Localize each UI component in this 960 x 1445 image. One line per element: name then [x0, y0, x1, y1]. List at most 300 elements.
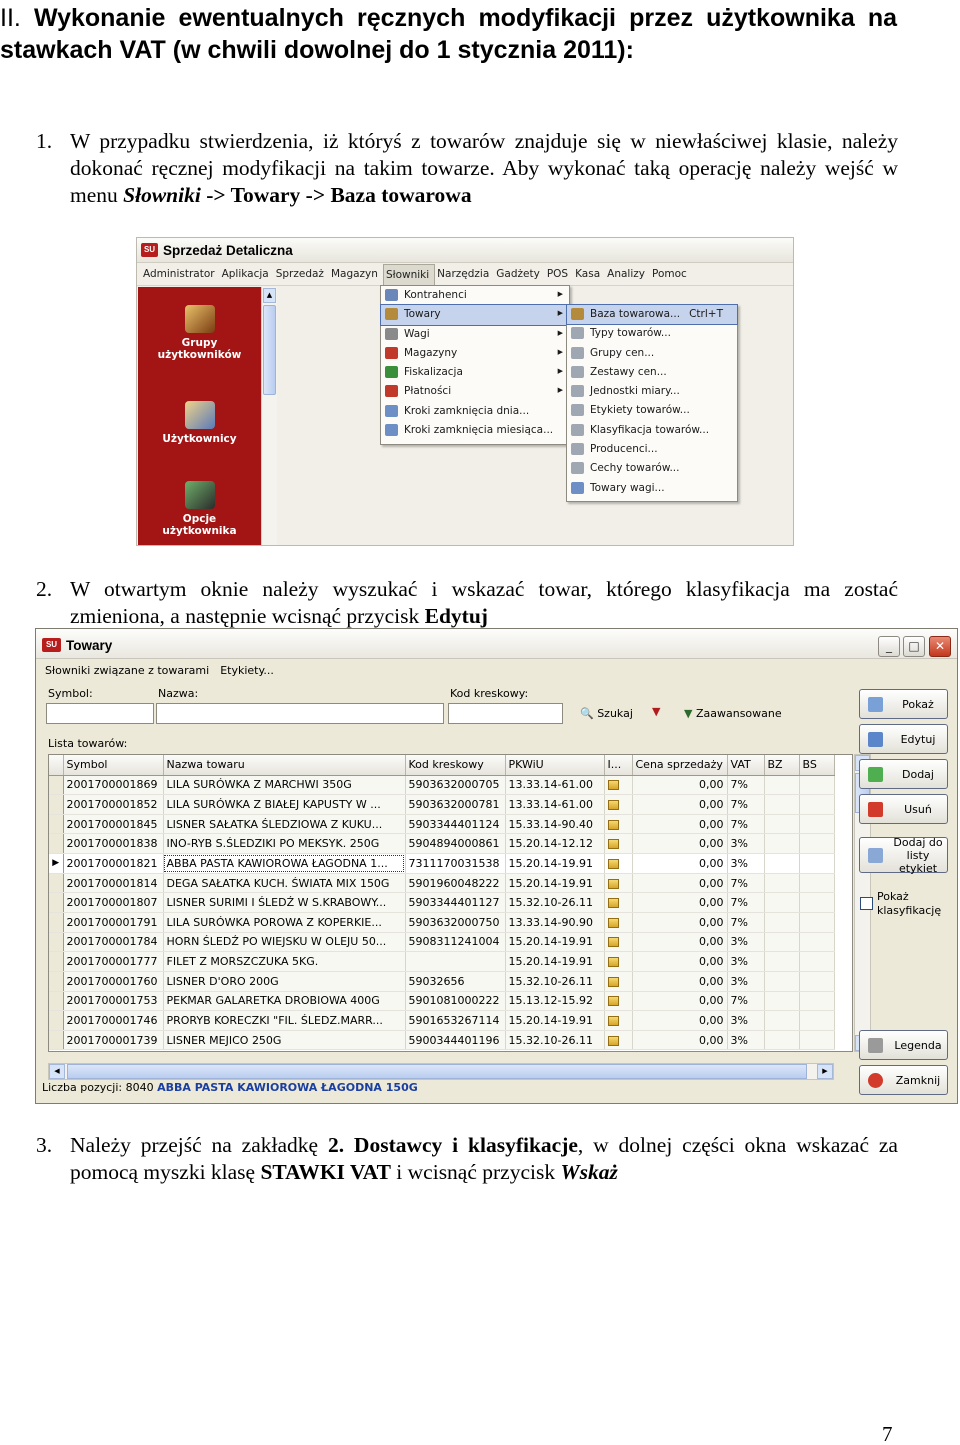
products-table [48, 754, 853, 1052]
column-header[interactable]: Nazwa towaru [163, 755, 405, 775]
table-cell [604, 775, 632, 795]
zamknij-button[interactable] [859, 1065, 948, 1095]
table-cell: 0,00 [632, 814, 727, 834]
table-cell: 0,00 [632, 1030, 727, 1050]
table-cell: HORN ŚLEDŹ PO WIEJSKU W OLEJU 50... [163, 932, 405, 952]
table-cell: 2001700001753 [63, 991, 163, 1011]
table-cell [764, 814, 799, 834]
menu-10[interactable]: Pomoc [651, 268, 687, 280]
sidebar-label: użytkowników [157, 349, 242, 361]
table-cell: 15.20.14-19.91 [505, 952, 604, 972]
row-indicator-header [49, 755, 63, 775]
menu-item-icon [385, 289, 398, 301]
menu-item-icon [385, 424, 398, 436]
menu-6[interactable]: Gadżety [496, 268, 540, 280]
table-cell: LILA SURÓWKA Z MARCHWI 350G [163, 775, 405, 795]
table-cell: 3% [727, 952, 764, 972]
table-cell: 15.20.14-19.91 [505, 932, 604, 952]
product-box-icon [608, 1016, 619, 1026]
table-row[interactable] [49, 795, 834, 815]
menu-7[interactable]: POS [546, 268, 569, 280]
table-cell: INO-RYB S.ŚLEDZIKI PO MEKSYK. 250G [163, 834, 405, 854]
search-button[interactable] [580, 707, 633, 720]
submenu-item-label: Etykiety towarów... [590, 404, 690, 417]
table-row[interactable] [49, 952, 834, 972]
table-cell [799, 991, 834, 1011]
menu-2[interactable]: Sprzedaż [275, 268, 324, 280]
submenu-item-icon [571, 327, 584, 339]
table-cell: 7% [727, 912, 764, 932]
label-list-icon [868, 848, 883, 863]
table-cell [799, 932, 834, 952]
table-row[interactable] [49, 1011, 834, 1031]
table-cell [764, 991, 799, 1011]
button-label: Dodaj do [893, 835, 943, 849]
menu-4[interactable]: Słowniki [383, 264, 435, 286]
step-2 [36, 576, 898, 630]
section-heading [0, 2, 897, 66]
menu-item-label: Magazyny [404, 346, 458, 359]
submenu-item[interactable] [567, 401, 737, 420]
menu-3[interactable]: Magazyn [330, 268, 378, 280]
row-indicator [49, 893, 63, 913]
table-cell: 13.33.14-61.00 [505, 795, 604, 815]
table-cell: 5901081000222 [405, 991, 505, 1011]
table-cell: 5903632000781 [405, 795, 505, 815]
table-cell: 3% [727, 1011, 764, 1031]
table-cell: 7% [727, 795, 764, 815]
table-cell: 0,00 [632, 795, 727, 815]
table-cell [799, 971, 834, 991]
menu-0[interactable]: Administrator [143, 268, 215, 280]
advanced-label: Zaawansowane [695, 707, 782, 720]
table-cell: 3% [727, 1030, 764, 1050]
search-label: Szukaj [597, 707, 633, 720]
row-indicator: ▶ [49, 854, 63, 874]
user-options-icon [185, 481, 215, 509]
step-text: Należy przejść na zakładkę [70, 1133, 328, 1157]
users-icon [185, 401, 215, 429]
legend-icon [868, 1038, 883, 1053]
table-cell: DEGA SAŁATKA KUCH. ŚWIATA MIX 150G [163, 873, 405, 893]
table-cell: 0,00 [632, 912, 727, 932]
table-cell [764, 912, 799, 932]
table-cell [799, 775, 834, 795]
usun-button[interactable] [859, 794, 948, 824]
column-header[interactable]: PKWiU [505, 755, 604, 775]
table-cell: 13.33.14-61.00 [505, 775, 604, 795]
menu-item[interactable] [381, 286, 569, 305]
class-ref: STAWKI VAT [260, 1160, 391, 1184]
table-cell [764, 854, 799, 874]
submenu-item[interactable] [567, 382, 737, 401]
table-cell: 15.20.14-19.91 [505, 1011, 604, 1031]
table-cell [799, 893, 834, 913]
menu-item[interactable] [381, 344, 569, 363]
table-cell [764, 775, 799, 795]
search-icon: 🔍 [580, 707, 594, 720]
table-cell: 0,00 [632, 873, 727, 893]
table-cell [799, 795, 834, 815]
menu-item[interactable] [381, 402, 569, 421]
table-cell: 15.20.14-19.91 [505, 854, 604, 874]
table-row[interactable] [49, 873, 834, 893]
menu-item-label: Płatności [404, 385, 452, 398]
shortcut-label: Ctrl+T [689, 308, 723, 320]
menu-5[interactable]: Narzędzia [437, 268, 490, 280]
checkbox-label-line: klasyfikację [877, 904, 942, 917]
step-number: 3. [36, 1133, 53, 1157]
table-hscrollbar[interactable] [48, 1063, 834, 1080]
symbol-input[interactable] [46, 703, 154, 724]
row-indicator [49, 814, 63, 834]
symbol-label: Symbol: [48, 687, 93, 700]
submenu-arrow-icon: ▶ [557, 309, 563, 318]
scroll-left-icon[interactable]: ◀ [49, 1064, 65, 1079]
table-cell: 7% [727, 873, 764, 893]
submenu-item-label: Grupy cen... [590, 346, 655, 359]
table-cell: 0,00 [632, 952, 727, 972]
section-number: II. [0, 4, 21, 32]
table-cell: 59032656 [405, 971, 505, 991]
advanced-search-button[interactable] [684, 707, 782, 720]
scroll-thumb[interactable] [263, 305, 276, 395]
table-cell: 2001700001845 [63, 814, 163, 834]
scroll-right-icon[interactable]: ▶ [817, 1064, 833, 1079]
add-icon [868, 767, 883, 782]
table-cell [799, 873, 834, 893]
menu-item-icon [385, 385, 398, 397]
table-cell: 15.32.10-26.11 [505, 1030, 604, 1050]
table-cell: LISNER D'ORO 200G [163, 971, 405, 991]
table-cell: 0,00 [632, 775, 727, 795]
table-cell: 2001700001739 [63, 1030, 163, 1050]
scroll-thumb[interactable] [67, 1064, 807, 1079]
submenu-arrow-icon: ▶ [557, 386, 563, 395]
submenu-arrow-icon: ▶ [557, 290, 563, 298]
table-cell: LISNER MEJICO 250G [163, 1030, 405, 1050]
table-cell: LISNER SURIMI I ŚLEDŹ W S.KRABOWY... [163, 893, 405, 913]
button-label: listy etykiet [898, 848, 938, 875]
table-cell [799, 1011, 834, 1031]
table-cell: 2001700001838 [63, 834, 163, 854]
button-label: Usuń [904, 802, 932, 816]
maximize-button[interactable]: □ [903, 636, 925, 657]
product-box-icon [608, 898, 619, 908]
submenu-arrow-icon: ▶ [557, 328, 563, 337]
submenu-item[interactable] [567, 305, 737, 324]
menu-path-rest: -> Towary -> Baza towarowa [200, 183, 472, 207]
dodaj-button[interactable] [859, 759, 948, 789]
column-header[interactable]: VAT [727, 755, 764, 775]
table-cell: 15.13.12-15.92 [505, 991, 604, 1011]
kod-label: Kod kreskowy: [450, 687, 529, 700]
submenu-item[interactable] [567, 363, 737, 382]
table-cell: 2001700001791 [63, 912, 163, 932]
status-bar [42, 1081, 418, 1094]
app-logo-icon: SU [141, 243, 158, 257]
table-row[interactable] [49, 775, 834, 795]
checkbox-label [877, 890, 941, 918]
submenu-item[interactable] [567, 479, 737, 498]
submenu-item[interactable] [567, 324, 737, 343]
submenu-item-label: Klasyfikacja towarów... [590, 423, 710, 436]
sidebar-label: użytkownika [162, 525, 237, 537]
table-row[interactable] [49, 834, 834, 854]
button-label: Edytuj [900, 732, 936, 746]
table-cell [799, 854, 834, 874]
row-indicator [49, 775, 63, 795]
nazwa-input[interactable] [156, 703, 444, 724]
product-box-icon [608, 937, 619, 947]
table-cell: 3% [727, 834, 764, 854]
submenu-item-label: Producenci... [590, 443, 658, 456]
submenu-item-icon [571, 443, 584, 455]
table-row[interactable] [49, 893, 834, 913]
button-label: Pokaż [902, 697, 934, 711]
menu-item-label: Kroki zamknięcia dnia... [404, 404, 530, 417]
submenu-item-label: Baza towarowa... [590, 308, 681, 320]
legenda-button[interactable] [859, 1030, 948, 1060]
table-cell: LILA SURÓWKA POROWA Z KOPERKIE... [163, 912, 405, 932]
table-cell [764, 932, 799, 952]
selected-product-name: ABBA PASTA KAWIOROWA ŁAGODNA 150G [157, 1081, 418, 1094]
table-cell [604, 795, 632, 815]
table-cell: 5901653267114 [405, 1011, 505, 1031]
table-row[interactable] [49, 814, 834, 834]
sidebar-label: Opcje [182, 513, 217, 525]
table-cell [604, 854, 632, 874]
table-cell [604, 893, 632, 913]
button-ref-edytuj: Edytuj [424, 604, 488, 628]
step-text: i wcisnąć przycisk [390, 1160, 561, 1184]
submenu-item-icon [571, 308, 584, 320]
table-cell: 15.32.10-26.11 [505, 971, 604, 991]
step-text: , w dolnej części okna wskazać za pomocą myszki klasę [70, 1133, 898, 1184]
filter-icon[interactable]: ▼ [652, 705, 661, 718]
menu-item[interactable] [381, 305, 569, 324]
table-cell: 13.33.14-90.90 [505, 912, 604, 932]
table-cell: 0,00 [632, 893, 727, 913]
menu-item[interactable] [381, 421, 569, 440]
table-cell: 5903344401124 [405, 814, 505, 834]
table-cell: LISNER SAŁATKA ŚLEDZIOWA Z KUKU... [163, 814, 405, 834]
close-button[interactable]: ✕ [929, 636, 951, 657]
submenu-arrow-icon: ▶ [557, 367, 563, 376]
dodaj-do-etykiet-button[interactable] [859, 837, 948, 873]
column-header[interactable]: BS [799, 755, 834, 775]
step-1 [36, 128, 898, 209]
pokaz-klasyfikacje-checkbox[interactable] [860, 897, 873, 910]
table-row[interactable] [49, 854, 834, 874]
table-cell: PEKMAR GALARETKA DROBIOWA 400G [163, 991, 405, 1011]
table-row[interactable] [49, 912, 834, 932]
table-cell: 5908311241004 [405, 932, 505, 952]
section-title: Wykonanie ewentualnych ręcznych modyfikacji przez użytkownika na stawkach VAT (w chwili dowolnej do 1 stycznia 2011): [0, 4, 897, 64]
table-cell: 2001700001746 [63, 1011, 163, 1031]
sidebar-label: Grupy [181, 337, 218, 349]
sidebar-item-uzytkownicy[interactable] [138, 401, 261, 445]
delete-icon [868, 802, 883, 817]
button-label: Legenda [894, 1038, 942, 1052]
product-box-icon [608, 977, 619, 987]
menu-item-icon [385, 308, 398, 320]
table-cell: 5900344401196 [405, 1030, 505, 1050]
row-indicator [49, 1030, 63, 1050]
table-cell [799, 834, 834, 854]
table-cell: 2001700001852 [63, 795, 163, 815]
menu-slowniki-towary[interactable]: Słowniki związane z towarami [45, 664, 210, 677]
menu-item-label: Towary [404, 308, 441, 321]
menu-1[interactable]: Aplikacja [221, 268, 269, 280]
button-label: Zamknij [895, 1073, 941, 1087]
product-box-icon [608, 820, 619, 830]
table-cell: FILET Z MORSZCZUKA 5KG. [163, 952, 405, 972]
row-indicator [49, 795, 63, 815]
window-titlebar [36, 629, 957, 659]
table-cell [799, 1030, 834, 1050]
submenu-item-label: Typy towarów... [590, 327, 671, 340]
submenu-item-label: Zestawy cen... [590, 365, 667, 378]
table-cell [799, 814, 834, 834]
app-logo-icon: SU [42, 638, 61, 652]
row-indicator [49, 971, 63, 991]
table-cell: 2001700001821 [63, 854, 163, 874]
submenu-item-icon [571, 462, 584, 474]
table-cell: 5903344401127 [405, 893, 505, 913]
menu-item[interactable] [381, 325, 569, 344]
table-cell [764, 1030, 799, 1050]
submenu-item-icon [571, 482, 584, 494]
product-box-icon [608, 839, 619, 849]
table-cell [764, 952, 799, 972]
submenu-item[interactable] [567, 440, 737, 459]
table-cell: 0,00 [632, 1011, 727, 1031]
table-row[interactable] [49, 971, 834, 991]
menu-8[interactable]: Kasa [575, 268, 601, 280]
menu-item-label: Wagi [404, 327, 430, 340]
table-cell: 7% [727, 814, 764, 834]
table-cell: 2001700001777 [63, 952, 163, 972]
submenu-item[interactable] [567, 421, 737, 440]
menu-bar [137, 264, 793, 286]
column-header[interactable]: Cena sprzedaży [632, 755, 727, 775]
table-cell: 15.33.14-90.40 [505, 814, 604, 834]
edytuj-button[interactable] [859, 724, 948, 754]
table-cell: 5901960048222 [405, 873, 505, 893]
menu-item-label: Fiskalizacja [404, 366, 463, 379]
pokaz-button[interactable] [859, 689, 948, 719]
table-cell: 0,00 [632, 932, 727, 952]
row-indicator [49, 991, 63, 1011]
table-cell [604, 952, 632, 972]
sidebar-scrollbar[interactable] [261, 287, 277, 545]
table-cell [764, 1011, 799, 1031]
table-cell [799, 912, 834, 932]
edit-icon [868, 732, 883, 747]
sidebar-item-opcje[interactable] [138, 481, 261, 537]
table-cell: 2001700001869 [63, 775, 163, 795]
minimize-button[interactable]: _ [878, 636, 900, 657]
window-title: Towary [66, 638, 113, 653]
menu-item-label: Kroki zamknięcia miesiąca... [404, 424, 554, 437]
list-label: Lista towarów: [48, 737, 128, 750]
menu-item[interactable] [381, 363, 569, 382]
column-header[interactable]: Symbol [63, 755, 163, 775]
table-cell [604, 932, 632, 952]
product-box-icon [608, 1036, 619, 1046]
towary-submenu [566, 304, 738, 502]
menu-etykiety[interactable]: Etykiety... [220, 664, 274, 677]
table-cell: 15.20.14-12.12 [505, 834, 604, 854]
submenu-item-label: Jednostki miary... [590, 385, 680, 398]
step-number: 2. [36, 577, 53, 601]
app-title: Sprzedaż Detaliczna [163, 243, 293, 258]
menu-path-slowniki: Słowniki [123, 183, 201, 207]
menu-item[interactable] [381, 382, 569, 401]
table-cell [604, 912, 632, 932]
table-cell [764, 834, 799, 854]
column-header[interactable]: I... [604, 755, 632, 775]
count-label: Liczba pozycji: 8040 [42, 1081, 154, 1094]
submenu-item-icon [571, 366, 584, 378]
table-cell [604, 1011, 632, 1031]
step-text: W otwartym oknie należy wyszukać i wskazać towar, którego klasyfikacja ma zostać zmieniona, a następnie wcisnąć przycisk [70, 577, 898, 628]
table-cell: 7% [727, 775, 764, 795]
table-cell: 7% [727, 991, 764, 1011]
table-cell [799, 952, 834, 972]
submenu-item[interactable] [567, 344, 737, 363]
menu-item-icon [385, 347, 398, 359]
submenu-item-icon [571, 347, 584, 359]
submenu-arrow-icon: ▶ [557, 347, 563, 356]
table-cell: PRORYB KORECZKI "FIL. ŚLEDZ.MARR... [163, 1011, 405, 1031]
table-row[interactable] [49, 932, 834, 952]
kod-input[interactable] [448, 703, 563, 724]
row-indicator [49, 932, 63, 952]
submenu-item-label: Cechy towarów... [590, 462, 680, 475]
submenu-item-icon [571, 385, 584, 397]
submenu-item[interactable] [567, 459, 737, 478]
step-3 [36, 1132, 898, 1186]
scroll-up-icon[interactable]: ▲ [263, 288, 276, 303]
table-cell [604, 991, 632, 1011]
column-header[interactable]: BZ [764, 755, 799, 775]
table-cell: 2001700001814 [63, 873, 163, 893]
table-cell: 2001700001784 [63, 932, 163, 952]
table-cell: 0,00 [632, 834, 727, 854]
product-box-icon [608, 879, 619, 889]
toolbar-menu [40, 660, 280, 682]
magnifier-icon [868, 697, 883, 712]
nazwa-label: Nazwa: [158, 687, 199, 700]
table-cell: 2001700001807 [63, 893, 163, 913]
column-header[interactable]: Kod kreskowy [405, 755, 505, 775]
table-cell [604, 873, 632, 893]
table-row[interactable] [49, 991, 834, 1011]
table-cell [604, 1030, 632, 1050]
table-cell [604, 971, 632, 991]
button-label: Dodaj [902, 767, 934, 781]
table-cell: 3% [727, 971, 764, 991]
tab-ref: 2. Dostawcy i klasyfikacje [327, 1133, 578, 1157]
menu-item-icon [385, 328, 398, 340]
table-row[interactable] [49, 1030, 834, 1050]
sidebar-label: Użytkownicy [162, 433, 237, 445]
sidebar-item-grupy[interactable] [138, 305, 261, 361]
menu-item-icon [385, 405, 398, 417]
menu-9[interactable]: Analizy [607, 268, 645, 280]
